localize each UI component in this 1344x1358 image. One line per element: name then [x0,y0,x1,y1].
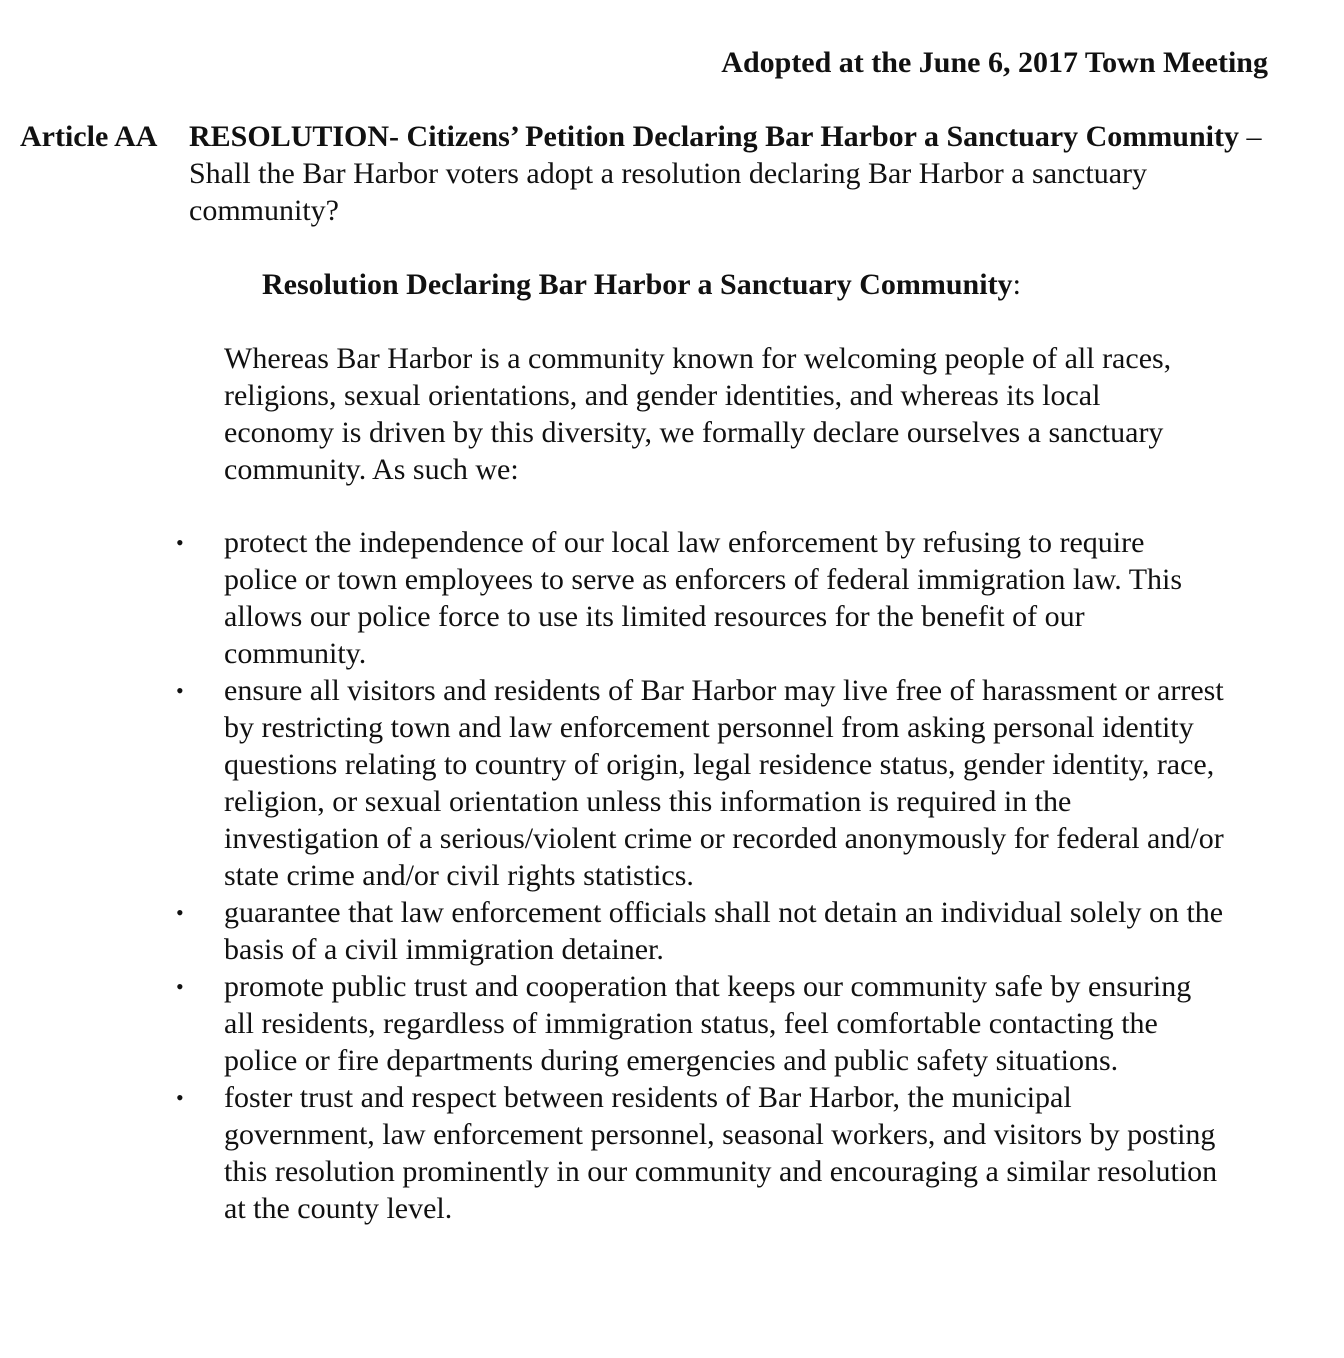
bullet-icon: • [176,1085,184,1110]
article-block [20,118,1280,229]
list-item [0,894,1224,968]
bullet-icon: • [176,900,184,925]
resolution-title: Resolution Declaring Bar Harbor a Sanctuary Community [262,268,1013,301]
bullet-icon: • [176,974,184,999]
resolution-title-colon: : [1012,268,1021,301]
article-label: Article AA [20,120,158,153]
article-question: – Shall the Bar Harbor voters adopt a resolution declaring Bar Harbor a sanctuary community? [189,120,1262,227]
list-item-text: guarantee that law enforcement officials shall not detain an individual solely on the basis of a civil immigration detainer. [224,896,1224,966]
article-body [189,118,1264,229]
list-item [0,968,1224,1079]
list-item [0,672,1224,894]
bullet-icon: • [176,530,184,555]
whereas-paragraph: Whereas Bar Harbor is a community known for welcoming people of all races, religions, sexual orientations, and gender identities, and whereas its local economy is driven by this diversity, we formally declare ourselves a sanctuary community. As such we: [224,342,1172,486]
list-item-text: promote public trust and cooperation that keeps our community safe by ensuring all residents, regardless of immigration status, feel comfortable contacting the police or fire departments during emergencies and public safety situations. [224,970,1192,1077]
resolution-list [0,524,1344,1227]
list-item-text: foster trust and respect between residents of Bar Harbor, the municipal government, law enforcement personnel, seasonal workers, and visitors by posting this resolution prominently in our community and encouraging a similar resolution at the county level. [224,1081,1218,1225]
bullet-icon: • [176,678,184,703]
list-item [0,524,1224,672]
article-title: RESOLUTION- Citizens’ Petition Declaring Bar Harbor a Sanctuary Community [189,120,1239,153]
list-item [0,1079,1224,1227]
list-item-text: protect the independence of our local law enforcement by refusing to require police or town employees to serve as enforcers of federal immigration law. This allows our police force to use its limited resources for the benefit of our community. [224,526,1183,670]
list-item-text: ensure all visitors and residents of Bar Harbor may live free of harassment or arrest by restricting town and law enforcement personnel from asking personal identity questions relating to country of origin, legal residence status, gender identity, race, religion, or sexual orientation unless this information is required in the investigation of a serious/violent crime or recorded anonymously for federal and/or state crime and/or civil rights statistics. [224,674,1224,892]
resolution-title-line [262,266,1021,303]
adopted-header: Adopted at the June 6, 2017 Town Meeting [721,46,1268,79]
